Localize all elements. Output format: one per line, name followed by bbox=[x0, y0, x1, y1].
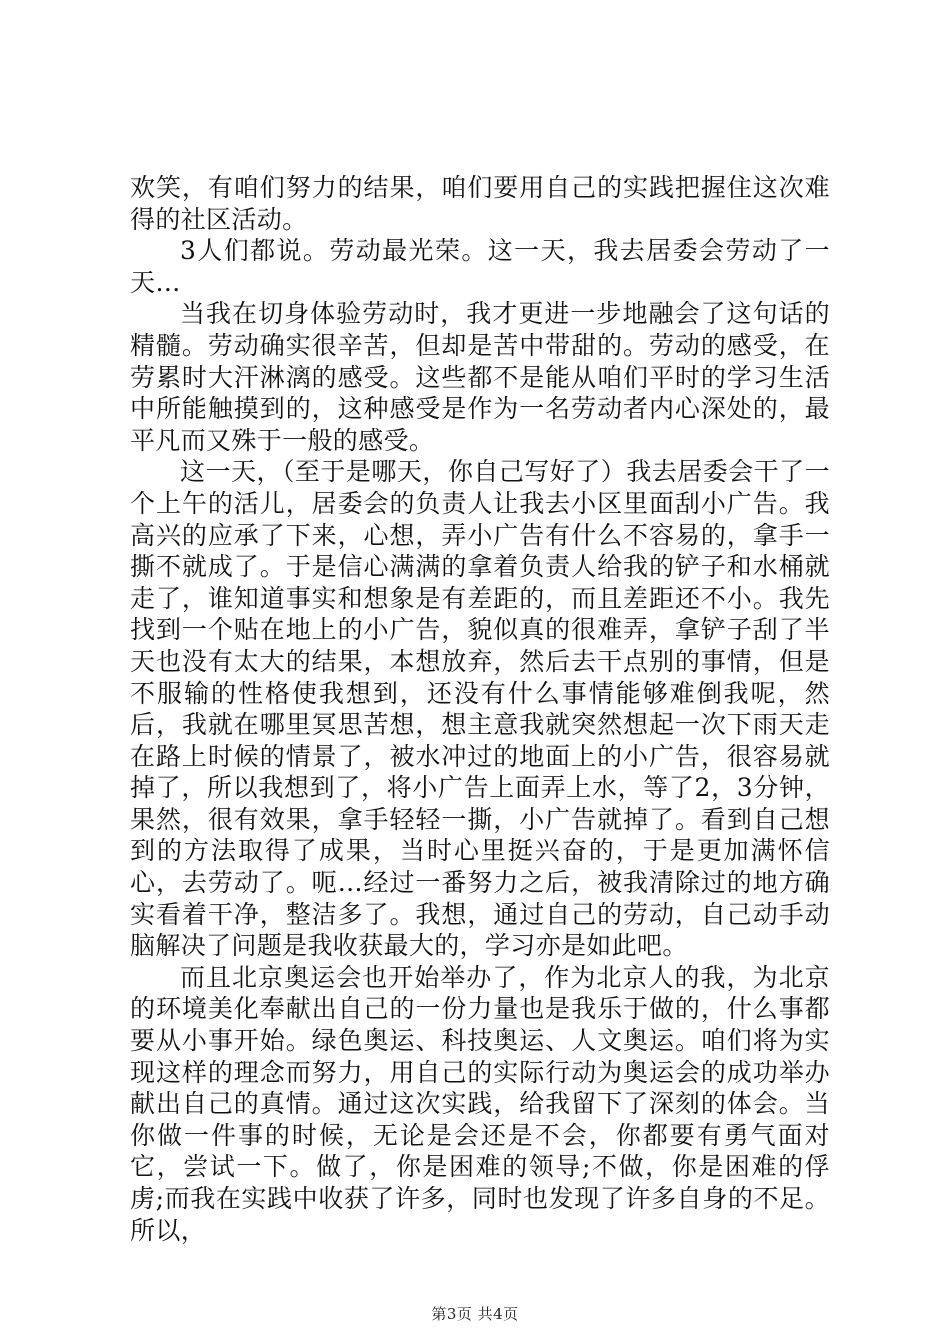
paragraph-4: 这一天，（至于是哪天，你自己写好了）我去居委会干了一个上午的活儿，居委会的负责人让我去小区里面刮小广告。我高兴的应承了下来，心想，弄小广告有什么不容易的，拿手一撕不就成了。于是信心满满的拿着负责人给我的铲子和水桶就走了，谁知道事实和想象是有差距的，而且差距还不小。我先找到一个贴在地上的小广告，貌似真的很难弄，拿铲子刮了半天也没有太大的结果，本想放弃，然后去干点别的事情，但是不服输的性格使我想到，还没有什么事情能够难倒我呢，然后，我就在哪里冥思苦想，想主意我就突然想起一次下雨天走在路上时候的情景了，被水冲过的地面上的小广告，很容易就掉了，所以我想到了，将小广告上面弄上水，等了2，3分钟，果然，很有效果，拿手轻轻一撕，小广告就掉了。看到自己想到的方法取得了成果，当时心里挺兴奋的，于是更加满怀信心，去劳动了。呃…经过一番努力之后，被我清除过的地方确实看着干净，整洁多了。我想，通过自己的劳动，自己动手动脑解决了问题是我收获最大的，学习亦是如此吧。 bbox=[130, 457, 830, 961]
paragraph-3: 当我在切身体验劳动时，我才更进一步地融会了这句话的精髓。劳动确实很辛苦，但却是苦中带甜的。劳动的感受，在劳累时大汗淋漓的感受。这些都不是能从咱们平时的学习生活中所能触摸到的，这种感受是作为一名劳动者内心深处的，最平凡而又殊于一般的感受。 bbox=[130, 299, 830, 455]
paragraph-5: 而且北京奥运会也开始举办了，作为北京人的我，为北京的环境美化奉献出自己的一份力量也是我乐于做的，什么事都要从小事开始。绿色奥运、科技奥运、人文奥运。咱们将为实现这样的理念而努力，用自己的实际行动为奥运会的成功举办献出自己的真情。通过这次实践，给我留下了深刻的体会。当你做一件事的时候，无论是会还是不会，你都要有勇气面对它，尝试一下。做了，你是困难的领导;不做，你是困难的俘虏;而我在实践中收获了许多，同时也发现了许多自身的不足。所以， bbox=[130, 962, 830, 1245]
paragraph-2: 3人们都说。劳动最光荣。这一天，我去居委会劳动了一天… bbox=[130, 236, 830, 297]
document-body bbox=[130, 172, 830, 1246]
page-number-footer: 第3页 共4页 bbox=[431, 1305, 519, 1323]
paragraph-1: 欢笑，有咱们努力的结果，咱们要用自己的实践把握住这次难得的社区活动。 bbox=[130, 173, 830, 234]
